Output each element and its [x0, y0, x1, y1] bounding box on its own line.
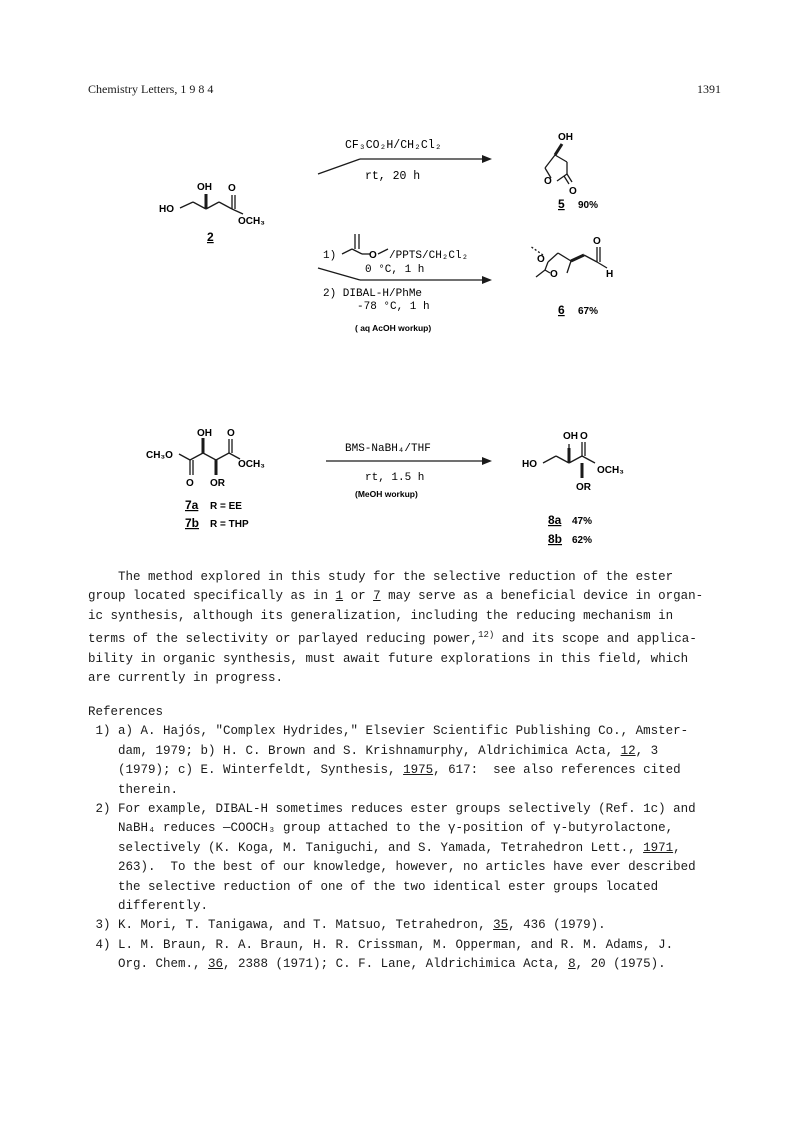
p6-aldehyde-h: H — [606, 269, 614, 280]
p6-ring-o1: O — [550, 269, 558, 280]
compound-ref: 1 — [335, 589, 344, 604]
paragraph-line: The method explored in this study for the selective reduction of the ester — [88, 570, 674, 584]
journal-header: Chemistry Letters, 1 9 8 4 — [88, 82, 214, 96]
compound-6-number: 6 — [558, 303, 565, 317]
paragraph-line: are currently in progress. — [88, 671, 284, 686]
sm2-oh: OH — [197, 182, 212, 193]
reference-line: therein. — [88, 782, 179, 797]
compound-7b-r: R = THP — [210, 519, 249, 530]
reference-line: , 2388 (1971); C. F. Lane, Aldrichimica Acta, — [223, 957, 569, 972]
reference-line: differently. — [88, 899, 209, 914]
references-section — [88, 703, 728, 975]
step1-reagent: /PPTS/CH₂Cl₂ — [389, 250, 469, 262]
compound-6-yield: 67% — [578, 306, 599, 317]
reference-volume: 8 — [568, 957, 576, 972]
reference-volume: 35 — [493, 918, 509, 933]
paragraph-line: terms of the selectivity or parlayed reducing power, — [88, 632, 479, 647]
compound-2-number: 2 — [207, 230, 214, 244]
p6-ring-o2: O — [537, 254, 545, 265]
reference-line: the selective reduction of one of the two identical ester groups located — [88, 879, 659, 894]
reference-volume: 36 — [208, 957, 224, 972]
reference-line: 1) a) A. Hajós, "Complex Hydrides," Elsevier Scientific Publishing Co., Amster- — [88, 724, 689, 739]
p8-oh: OH — [563, 431, 578, 442]
reference-line: , 617: see also references cited — [433, 763, 681, 778]
p8-carbonyl-o: O — [580, 431, 588, 442]
compound-ref: 7 — [373, 589, 381, 604]
ref-superscript: 12) — [478, 630, 495, 641]
sm2-ho: HO — [159, 204, 174, 215]
paragraph-line: group located specifically as in — [88, 589, 336, 604]
compound-8a-number: 8a — [548, 513, 562, 527]
workup-note-2: (MeOH workup) — [355, 489, 418, 499]
compound-8b-yield: 62% — [572, 535, 593, 546]
workup-note-1: ( aq AcOH workup) — [355, 323, 432, 333]
sm7-oh: OH — [197, 428, 212, 439]
reference-line: NaBH₄ reduces —COOCH₃ group attached to the γ-position of γ-butyrolactone, — [88, 821, 674, 836]
compound-7b-number: 7b — [185, 516, 200, 530]
body-paragraph — [88, 568, 728, 689]
sm7-och3: OCH₃ — [238, 459, 265, 470]
p8-or: OR — [576, 482, 591, 493]
p5-carbonyl-o: O — [569, 186, 577, 197]
step2-reagent: 2) DIBAL-H/PhMe — [323, 288, 423, 300]
step2-condition: -78 °C, 1 h — [357, 301, 430, 313]
reference-line: 263). To the best of our knowledge, however, no articles have ever described — [88, 860, 696, 875]
reference-line: dam, 1979; b) H. C. Brown and S. Krishnamurphy, Aldrichimica Acta, — [88, 743, 621, 758]
p5-oh: OH — [558, 132, 573, 143]
compound-5-yield: 90% — [578, 200, 599, 211]
reference-year: 1971 — [643, 840, 674, 855]
step1-condition: 0 °C, 1 h — [365, 264, 425, 276]
paragraph-line: ic synthesis, although its generalization, including the reducing mechanism in — [88, 608, 674, 623]
paragraph-line: may serve as a beneficial device in organ- — [380, 589, 704, 604]
scheme-2 — [0, 420, 793, 560]
references-heading: References — [88, 705, 164, 719]
paragraph-line: bility in organic synthesis, must await future explorations in this field, which — [88, 651, 689, 666]
paragraph-line: or — [343, 589, 374, 604]
sm2-och3: OCH₃ — [238, 216, 265, 227]
p8-och3: OCH₃ — [597, 465, 624, 476]
reference-line: , — [673, 840, 681, 855]
reference-line: (1979); c) E. Winterfeldt, Synthesis, — [88, 763, 404, 778]
p5-ring-o: O — [544, 176, 552, 187]
reference-year: 1975 — [403, 763, 434, 778]
scheme2-condition: rt, 1.5 h — [365, 472, 425, 484]
reference-line: , 3 — [635, 743, 659, 758]
sm7-carbonyl-o2: O — [186, 478, 194, 489]
sm7-carbonyl-o: O — [227, 428, 235, 439]
paragraph-line: and its scope and applica- — [494, 632, 697, 647]
step1-label: 1) — [323, 250, 337, 262]
reference-volume: 12 — [620, 743, 636, 758]
reference-line: selectively (K. Koga, M. Taniguchi, and S. Yamada, Tetrahedron Lett., — [88, 840, 644, 855]
compound-7a-number: 7a — [185, 498, 199, 512]
step1-ether-o: O — [369, 250, 377, 261]
compound-8a-yield: 47% — [572, 516, 593, 527]
sm2-carbonyl-o: O — [228, 183, 236, 194]
p8-ho: HO — [522, 459, 537, 470]
compound-8b-number: 8b — [548, 532, 563, 546]
reference-line: , 20 (1975). — [575, 957, 666, 972]
reference-line: , 436 (1979). — [508, 918, 606, 933]
compound-7a-r: R = EE — [210, 501, 242, 512]
sm7-ch3o: CH₃O — [146, 450, 173, 461]
reference-line: 4) L. M. Braun, R. A. Braun, H. R. Crissman, M. Opperman, and R. M. Adams, J. — [88, 937, 674, 952]
scheme-1 — [0, 110, 793, 350]
p6-carbonyl-o: O — [593, 236, 601, 247]
top-condition: rt, 20 h — [365, 170, 421, 183]
reference-line: 2) For example, DIBAL-H sometimes reduces ester groups selectively (Ref. 1c) and — [88, 802, 696, 817]
reference-line: Org. Chem., — [88, 957, 209, 972]
compound-5-number: 5 — [558, 197, 565, 211]
sm7-or: OR — [210, 478, 225, 489]
page-number: 1391 — [697, 82, 721, 96]
top-reagent: CF₃CO₂H/CH₂Cl₂ — [345, 139, 442, 152]
reference-line: 3) K. Mori, T. Tanigawa, and T. Matsuo, Tetrahedron, — [88, 918, 494, 933]
scheme2-reagent: BMS-NaBH₄/THF — [345, 443, 431, 455]
